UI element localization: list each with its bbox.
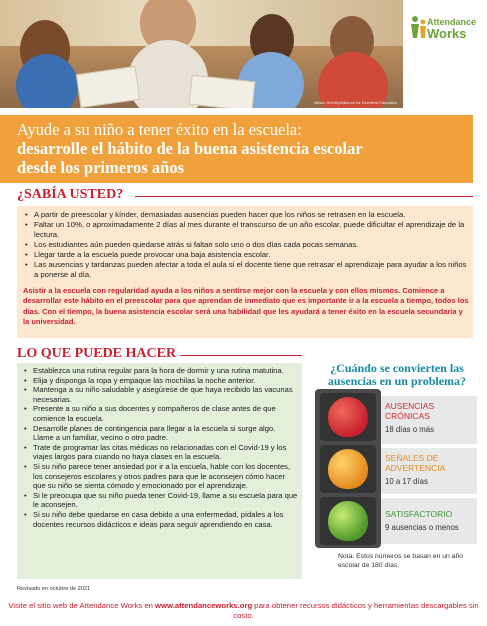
logo-figures-icon [409, 14, 429, 40]
footer-text [0, 601, 487, 621]
list-item: • Llegar tarde a la escuela puede provocar una baja asistencia escolar. [23, 250, 467, 260]
tier-warning-value: 10 a 17 días [385, 477, 428, 486]
panel-note: Nota: Estos números se basan en un año escolar de 180 días. [338, 553, 464, 569]
panel-question: ¿Cuándo se convierten las ausencias en un problema? [327, 361, 467, 388]
tier-satisfactory [381, 498, 477, 544]
tier-warning-label-1: SEÑALES DE [385, 453, 439, 463]
title-band [0, 115, 473, 183]
sabia-red-paragraph: Asistir a la escuela con regularidad ayuda a los niños a sentirse mejor con la escuela y con ellos mismos. Comience a desarrollar este hábito en el preescolar para que aprendan de inmediato que es importante ir a la escuela a tiempo, todos los días. Con el tiempo, la buena asistencia escolar será una habilidad que les ayudará a tener éxito en la escuela secundaria y la universidad. [23, 286, 469, 326]
puede-heading: LO QUE PUEDE HACER [17, 346, 177, 361]
list-item: • Faltar un 10%, o aproximadamente 2 días al mes durante el transcurso de un año escolar, puede dificultar el aprendizaje de la lectura. [23, 220, 467, 240]
tier-chronic-label-2: CRÓNICAS [385, 411, 430, 421]
traffic-light-graphic [315, 389, 381, 548]
attendance-works-logo [409, 14, 483, 44]
sabia-heading: ¿SABÍA USTED? [17, 187, 124, 202]
puede-heading-rule [180, 355, 302, 356]
tier-satisfactory-label: SATISFACTORIO [385, 509, 453, 519]
footer-website-link[interactable]: www.attendanceworks.org [155, 601, 253, 610]
tier-chronic-label-1: AUSENCIAS [385, 401, 435, 411]
orange-apple-icon [328, 449, 368, 489]
list-item: • Trate de programar las citas médicas no relacionadas con el Covid-19 y los viajes largos para cuando no haya clases en la escuela. [22, 443, 298, 462]
tier-warning [381, 448, 477, 494]
list-item: • Si su niño debe quedarse en casa debido a una enfermedad, pídales a los docentes recursos didácticos e ideas para seguir aprendiendo en casa. [22, 510, 298, 529]
sabia-heading-rule [135, 196, 473, 197]
title-line2: desarrolle el hábito de la buena asistencia escolar [17, 139, 363, 158]
sabia-bullet-list [23, 210, 467, 280]
list-item: • Establezca una rutina regular para la hora de dormir y una rutina matutina. [22, 366, 298, 376]
list-item: • Mantenga a su niño saludable y asegúrese de que haya recibido las vacunas necesarias. [22, 385, 298, 404]
logo-text-line1: Attendance [427, 17, 477, 27]
logo-text-line2: Works [427, 26, 467, 41]
tier-chronic-value: 18 días o más [385, 425, 434, 434]
puede-box [17, 363, 302, 579]
revised-date: Revisado en octubre de 2021 [17, 586, 91, 592]
title-line1: Ayude a su niño a tener éxito en la escuela: [17, 120, 302, 139]
tier-warning-label-2: ADVERTENCIA [385, 463, 446, 473]
list-item: • Desarrolle planes de contingencia para llegar a la escuela si surge algo. Llame a un familiar, vecino o otro padre. [22, 424, 298, 443]
list-item: • Las ausencias y tardanzas pueden afectar a toda el aula si el docente tiene que retrasar el aprendizaje para ayudar a los niños a ponerse al día. [23, 260, 467, 280]
tier-chronic [381, 396, 477, 444]
list-item: • Presente a su niño a sus docentes y compañeros de clase antes de que comience la escuela. [22, 404, 298, 423]
photo-credit: Allison Shelley/Alliance for Excellent Education [313, 100, 397, 105]
tier-satisfactory-value: 9 ausencias o menos [385, 523, 459, 532]
puede-bullet-list [22, 366, 298, 529]
footer-text-before: Visite el sitio web de Attendance Works en [8, 601, 156, 610]
list-item: • Elija y disponga la ropa y empaque las mochilas la noche anterior. [22, 376, 298, 386]
list-item: • A partir de preescolar y kínder, demasiadas ausencias pueden hacer que los niños se retrasen en la escuela. [23, 210, 467, 220]
list-item: • Los estudiantes aún pueden quedarse atrás si faltan solo uno o dos días cada pocas semanas. [23, 240, 467, 250]
red-apple-icon [328, 397, 368, 437]
footer-text-after: para obtener recursos didácticos y herramientas descargables sin costo. [233, 601, 479, 620]
header-photo [0, 0, 403, 108]
sabia-box [17, 206, 473, 338]
green-apple-icon [328, 501, 368, 541]
list-item: • Si le preocupa que su niño pueda tener Covid-19, llame a su escuela para que le aconsejen. [22, 491, 298, 510]
list-item: • Si su niño parece tener ansiedad por ir a la escuela, hable con los docentes, los consejeros escolares y otros padres para que le aconsejen cómo hacer que su niño se sienta cómodo y emocionado por el aprendizaje. [22, 462, 298, 491]
title-line3: desde los primeros años [17, 158, 184, 177]
